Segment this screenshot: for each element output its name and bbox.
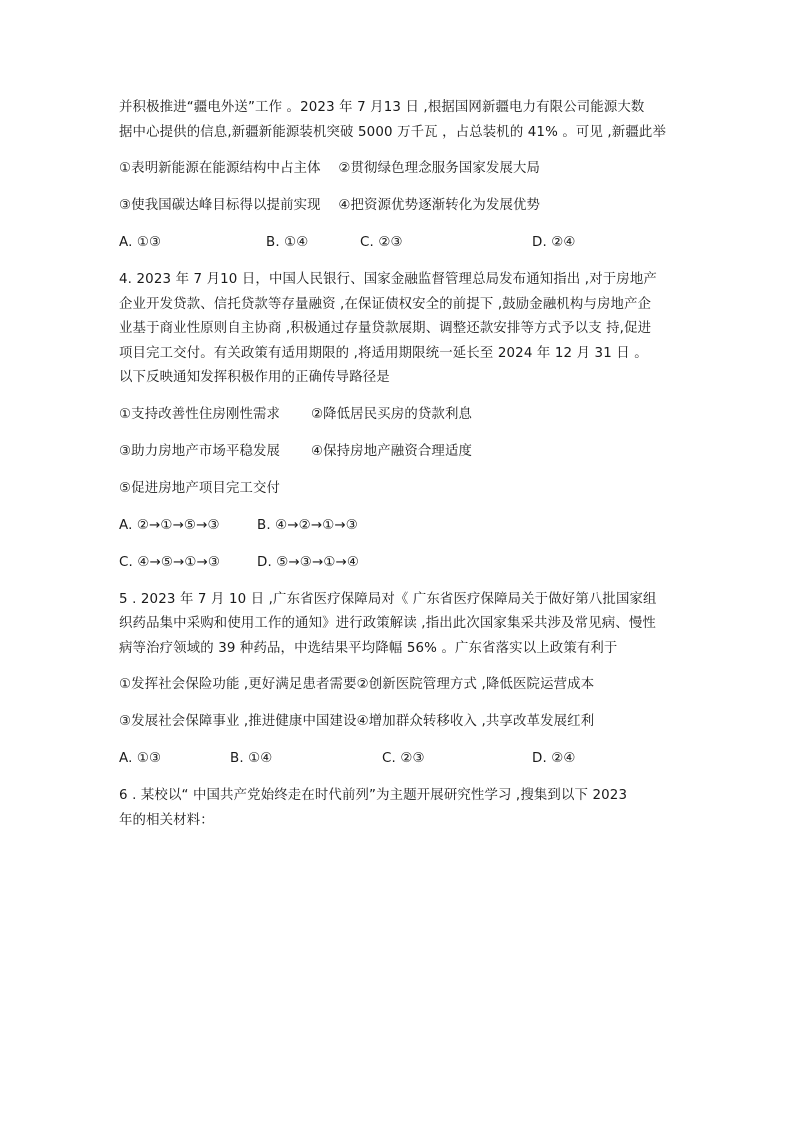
question-4-item-3: ⑤促进房地产项目完工交付 xyxy=(119,480,281,496)
question-4-stem-line-3: 业基于商业性原则自主协商 ,积极通过存量贷款展期、调整还款安排等方式予以支 持,促进 xyxy=(119,321,652,336)
question-3-stem-line-1: 并积极推进“疆电外送”工作 。2023 年 7 月13 日 ,根据国网新疆电力有限公司能源大数 xyxy=(119,100,645,115)
question-4-choice-b[interactable]: B. ④→②→①→③ xyxy=(257,517,358,533)
question-4-choices-row-2 xyxy=(119,551,679,575)
question-3-stem xyxy=(119,96,679,145)
question-4-choice-d[interactable]: D. ⑤→③→①→④ xyxy=(257,554,360,570)
question-4-stem-line-4: 项目完工交付。有关政策有适用期限的 ,将适用期限统一延长至 2024 年 12 月 31 日 。 xyxy=(119,345,648,361)
question-3-stem-line-2: 据中心提供的信息,新疆新能源装机突破 5000 万千瓦 ，占总装机的 41% 。可见 ,新疆此举 xyxy=(119,124,666,140)
question-5-stem xyxy=(119,588,679,662)
question-5-choice-b[interactable]: B. ①④ xyxy=(230,751,273,766)
question-5-stem-line-2: 织药品集中采购和使用工作的通知》进行政策解读 ,指出此次国家集采共涉及常见病、慢性 xyxy=(119,616,656,631)
question-3-choice-d[interactable]: D. ②④ xyxy=(532,235,576,250)
question-4-choice-a[interactable]: A. ②→①→⑤→③ xyxy=(119,517,220,533)
exam-page xyxy=(119,96,679,833)
question-5-choice-d[interactable]: D. ②④ xyxy=(532,751,576,766)
question-5 xyxy=(119,588,679,772)
question-5-stem-line-1: 5 . 2023 年 7 月 10 日 ,广东省医疗保障局对《 广东省医疗保障局关于做好第八批国家组 xyxy=(119,591,657,607)
question-3-choice-c[interactable]: C. ②③ xyxy=(360,235,403,250)
question-5-stem-line-3: 病等治疗领域的 39 种药品，中选结果平均降幅 56% 。广东省落实以上政策有利于 xyxy=(119,640,618,656)
question-4-stem-line-2: 企业开发贷款、信托贷款等存量融资 ,在保证债权安全的前提下 ,鼓励金融机构与房地产企 xyxy=(119,296,652,312)
question-4-stem-line-5: 以下反映通知发挥积极作用的正确传导路径是 xyxy=(119,370,390,385)
question-4-choice-c[interactable]: C. ④→⑤→①→③ xyxy=(119,554,221,570)
question-4-stem xyxy=(119,268,679,391)
question-5-item-2: ③发展社会保障事业 ,推进健康中国建设④增加群众转移收入 ,共享改革发展红利 xyxy=(119,714,595,729)
question-6-stem-line-2: 年的相关材料： xyxy=(119,812,214,828)
question-4-item-2: ③助力房地产市场平稳发展 ④保持房地产融资合理适度 xyxy=(119,443,473,459)
question-5-choices xyxy=(119,747,679,771)
question-3 xyxy=(119,96,679,255)
question-6-stem-line-1: 6 . 某校以“ 中国共产党始终走在时代前列”为主题开展研究性学习 ,搜集到以下 2023 xyxy=(119,788,628,803)
question-3-item-1: ①表明新能源在能源结构中占主体 ②贯彻绿色理念服务国家发展大局 xyxy=(119,161,541,176)
question-5-choice-a[interactable]: A. ①③ xyxy=(119,751,162,766)
question-4-item-1: ①支持改善性住房刚性需求 ②降低居民买房的贷款利息 xyxy=(119,406,473,422)
question-4 xyxy=(119,268,679,575)
question-4-stem-line-1: 4. 2023 年 7 月10 日，中国人民银行、国家金融监督管理总局发布通知指出 ,对于房地产 xyxy=(119,272,657,287)
question-3-choice-a[interactable]: A. ①③ xyxy=(119,235,162,250)
question-3-choices xyxy=(119,231,679,255)
question-6 xyxy=(119,784,679,833)
question-3-item-2: ③使我国碳达峰目标得以提前实现 ④把资源优势逐渐转化为发展优势 xyxy=(119,198,541,213)
question-6-stem xyxy=(119,784,679,833)
question-3-choice-b[interactable]: B. ①④ xyxy=(266,235,309,250)
question-4-choices-row-1 xyxy=(119,514,679,538)
question-5-item-1: ①发挥社会保险功能 ,更好满足患者需要②创新医院管理方式 ,降低医院运营成本 xyxy=(119,677,595,692)
question-5-choice-c[interactable]: C. ②③ xyxy=(382,751,425,766)
